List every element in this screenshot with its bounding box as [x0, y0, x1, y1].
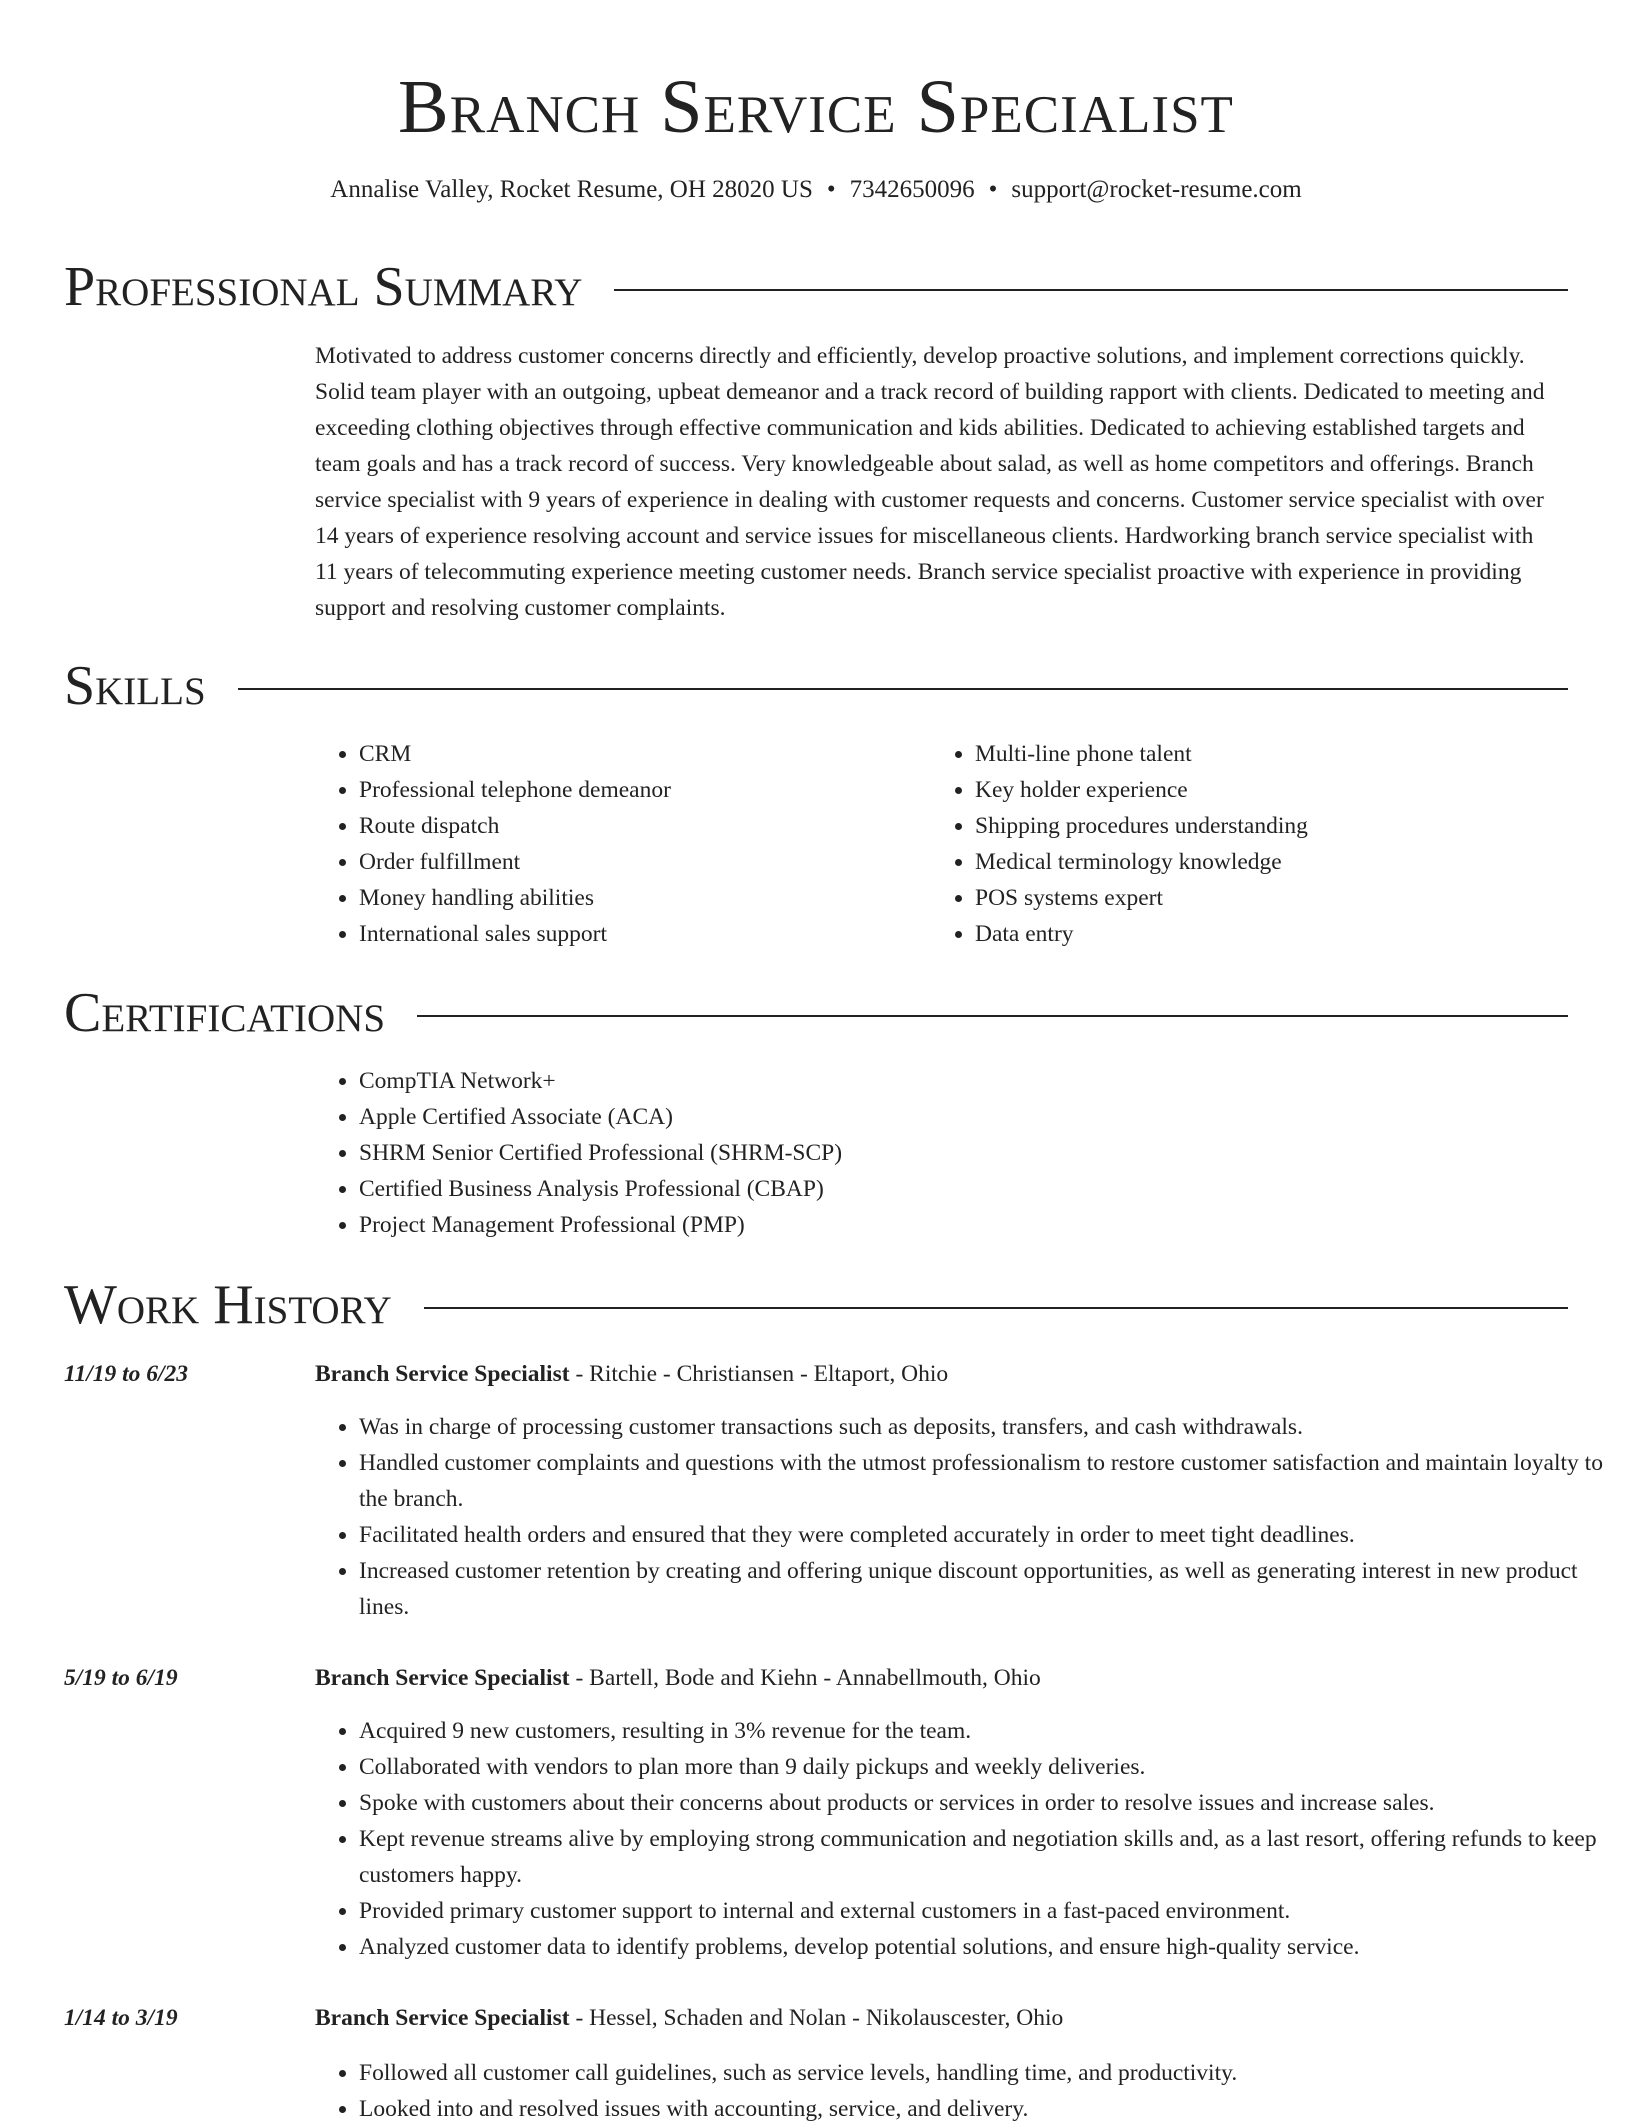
job-bullet: • Spoke with customers about their concerns about products or services in order to resolve issues and increase sales.: [359, 1785, 1604, 1821]
job-title: Branch Service Specialist: [315, 1665, 570, 1691]
job-bullet: • Acquired 9 new customers, resulting in 3% revenue for the team.: [359, 1713, 1604, 1749]
skill-item: • CRM: [359, 736, 919, 772]
certification-item: • Project Management Professional (PMP): [359, 1207, 1559, 1243]
skill-item: • Medical terminology knowledge: [975, 844, 1595, 880]
summary-heading: Professional Summary: [64, 256, 583, 318]
section-divider: [424, 1307, 1568, 1309]
skills-list-right: [931, 736, 1595, 952]
job-bullets: [315, 2055, 1604, 2127]
work-heading: Work History: [64, 1274, 392, 1336]
job-employer: - Hessel, Schaden and Nolan - Nikolauscester, Ohio: [569, 2005, 1064, 2031]
contact-separator: •: [988, 176, 998, 203]
skill-item: • POS systems expert: [975, 880, 1595, 916]
skill-item: • Shipping procedures understanding: [975, 808, 1595, 844]
job-bullet: • Kept revenue streams alive by employing strong communication and negotiation skills and, as a last resort, offering refunds to keep customers happy.: [359, 1821, 1604, 1893]
skills-section-header: [64, 656, 1568, 716]
skill-item: • Order fulfillment: [359, 844, 919, 880]
summary-section-header: [64, 257, 1568, 317]
job-bullet: • Was in charge of processing customer transactions such as deposits, transfers, and cash withdrawals.: [359, 1409, 1604, 1445]
job-dates: 5/19 to 6/19: [64, 1665, 178, 1691]
contact-separator: •: [826, 176, 836, 203]
job-dates: 1/14 to 3/19: [64, 2005, 178, 2031]
skill-item: • Route dispatch: [359, 808, 919, 844]
job-title: Branch Service Specialist: [315, 2005, 570, 2031]
section-divider: [238, 688, 1568, 690]
job-bullet: • Provided primary customer support to internal and external customers in a fast-paced environment.: [359, 1893, 1604, 1929]
skills-list-left: [315, 736, 919, 952]
skill-item: • Key holder experience: [975, 772, 1595, 808]
skill-item: • International sales support: [359, 916, 919, 952]
job-title: Branch Service Specialist: [315, 1361, 570, 1387]
job-employer: - Bartell, Bode and Kiehn - Annabellmouth, Ohio: [569, 1665, 1041, 1691]
summary-text: Motivated to address customer concerns directly and efficiently, develop proactive solutions, and implement corrections quickly. Solid team player with an outgoing, upbeat demeanor and a track record of building rapport with clients. Dedicated to meeting and exceeding clothing objectives through effective communication and kids abilities. Dedicated to achieving established targets and team goals and has a track record of success. Very knowledgeable about salad, as well as home competitors and offerings. Branch service specialist with 9 years of experience in dealing with customer requests and concerns. Customer service specialist with over 14 years of experience resolving account and service issues for miscellaneous clients. Hardworking branch service specialist with 11 years of telecommuting experience meeting customer needs. Branch service specialist proactive with experience in providing support and resolving customer complaints.: [315, 343, 1545, 621]
contact-email[interactable]: support@rocket-resume.com: [1011, 176, 1302, 203]
job-bullet: • Increased customer retention by creating and offering unique discount opportunities, as well as generating interest in new product lines.: [359, 1553, 1604, 1625]
section-divider: [614, 289, 1568, 291]
job-employer: - Ritchie - Christiansen - Eltaport, Ohio: [569, 1361, 949, 1387]
certification-item: • Certified Business Analysis Professional (CBAP): [359, 1171, 1559, 1207]
job-bullet: • Collaborated with vendors to plan more than 9 daily pickups and weekly deliveries.: [359, 1749, 1604, 1785]
job-bullet: • Followed all customer call guidelines, such as service levels, handling time, and productivity.: [359, 2055, 1604, 2091]
certification-item: • Apple Certified Associate (ACA): [359, 1099, 1559, 1135]
skill-item: • Professional telephone demeanor: [359, 772, 919, 808]
contact-phone: 7342650096: [849, 176, 975, 203]
job-bullet: • Handled customer complaints and questions with the utmost professionalism to restore customer satisfaction and maintain loyalty to the branch.: [359, 1445, 1604, 1517]
contact-line: [0, 174, 1632, 206]
job-bullets: [315, 1409, 1604, 1625]
certifications-section-header: [64, 983, 1568, 1043]
candidate-name: Branch Service Specialist: [398, 65, 1234, 149]
certification-item: • SHRM Senior Certified Professional (SHRM-SCP): [359, 1135, 1559, 1171]
job-bullets: [315, 1713, 1604, 1965]
contact-address: Annalise Valley, Rocket Resume, OH 28020 US: [330, 176, 813, 203]
certifications-list: [315, 1063, 1559, 1243]
skill-item: • Multi-line phone talent: [975, 736, 1595, 772]
certification-item: • CompTIA Network+: [359, 1063, 1559, 1099]
skills-heading: Skills: [64, 655, 206, 717]
job-bullet: • Looked into and resolved issues with accounting, service, and delivery.: [359, 2091, 1604, 2127]
certifications-heading: Certifications: [64, 982, 386, 1044]
job-bullet: • Analyzed customer data to identify problems, develop potential solutions, and ensure high-quality service.: [359, 1929, 1604, 1965]
skill-item: • Data entry: [975, 916, 1595, 952]
work-section-header: [64, 1275, 1568, 1335]
job-heading: [315, 1358, 948, 1390]
job-heading: [315, 2002, 1063, 2034]
skill-item: • Money handling abilities: [359, 880, 919, 916]
job-bullet: • Facilitated health orders and ensured that they were completed accurately in order to meet tight deadlines.: [359, 1517, 1604, 1553]
job-dates: 11/19 to 6/23: [64, 1361, 189, 1387]
job-heading: [315, 1662, 1041, 1694]
section-divider: [417, 1015, 1568, 1017]
